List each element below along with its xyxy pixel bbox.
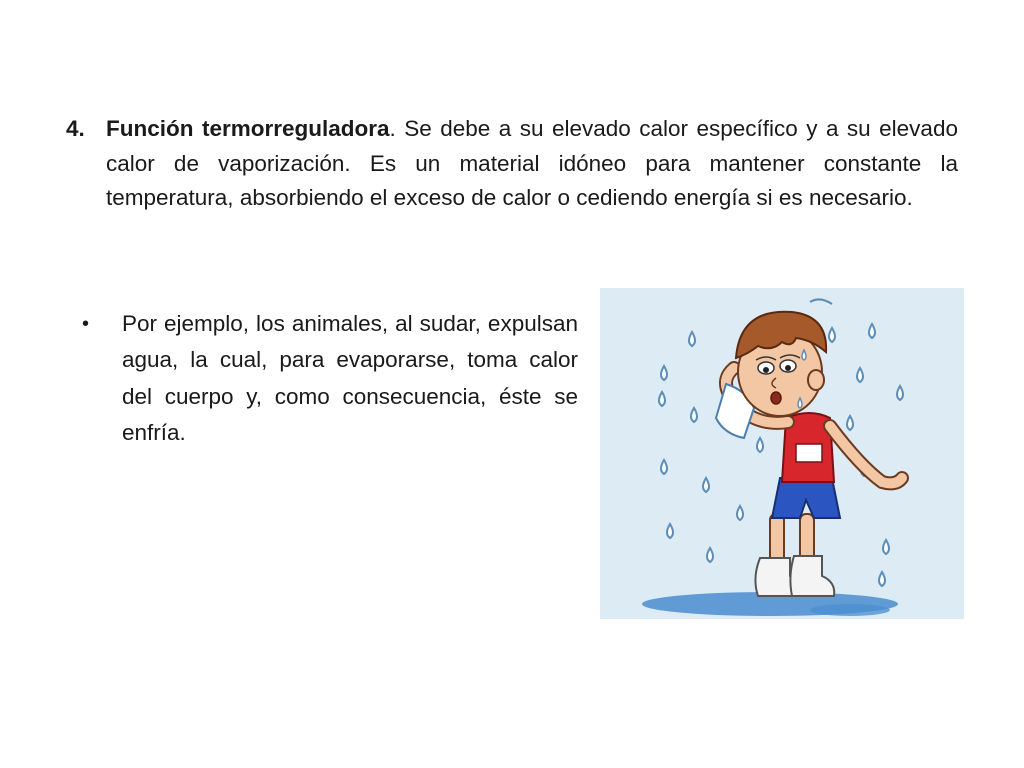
example-bullet — [82, 306, 578, 452]
point-text: . Se debe a su elevado calor específico y a su elevado calor de vaporización. Es un material idóneo para mantener constante la temperatura, absorbiendo el exceso de calor o cediendo energía si es necesario. — [106, 116, 958, 211]
right-shoe — [790, 556, 834, 596]
sweating-boy-drawing — [600, 288, 964, 619]
thermoregulatory-function-point — [66, 112, 958, 216]
sweating-boy-illustration — [600, 288, 964, 619]
point-number: 4. — [66, 116, 85, 141]
point-body — [106, 112, 958, 216]
bullet-icon: • — [82, 313, 90, 335]
point-title: Función termorreguladora — [106, 116, 390, 141]
example-text: Por ejemplo, los animales, al sudar, expulsan agua, la cual, para evaporarse, toma calor del cuerpo y, como consecuencia, éste se enfría. — [122, 311, 578, 446]
shorts — [772, 478, 840, 518]
